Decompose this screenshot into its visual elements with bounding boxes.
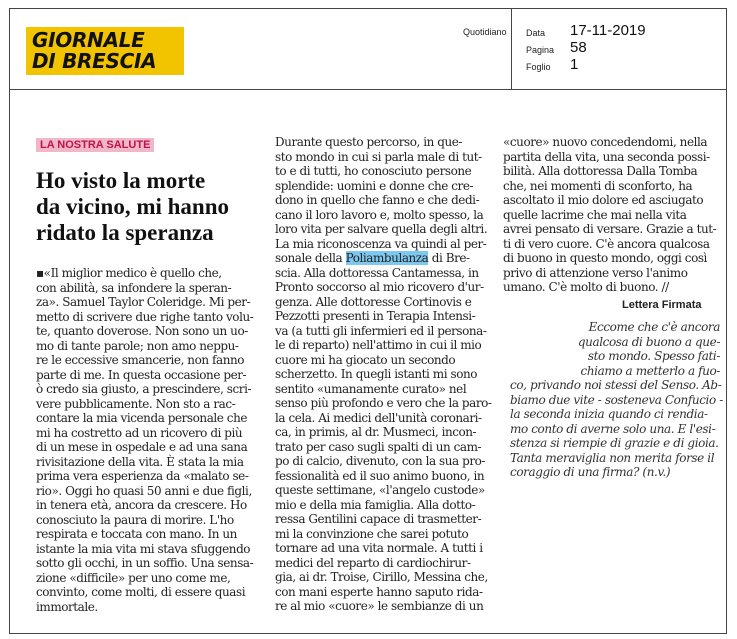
text-line: con mani esperte hanno saputo rida-: [275, 584, 483, 599]
text-line: senso più profondo e vero che la paro-: [275, 396, 492, 410]
text-line: Pezzotti presenti in Terapia Intensi-: [275, 309, 476, 323]
text-line: privo di attenzione verso l'animo: [503, 265, 688, 280]
text-line: splendide: uomini e donne che cre-: [275, 178, 474, 193]
text-line: metto di scrivere due righe tanto volu-: [36, 309, 254, 324]
text-line: cuore mi ha giocato un secondo: [275, 352, 456, 367]
text-line: rio». Oggi ho quasi 50 anni e due figli,: [36, 483, 252, 498]
text-line: istante la mia vita mi stava sfuggendo: [36, 541, 251, 556]
text-line: trato per caso sugli spalti di un cam-: [275, 439, 482, 454]
text-line: co, privando noi stessi del Senso. Ab-: [510, 378, 722, 392]
text-line: prima vera esperienza da «malato se-: [36, 469, 249, 483]
text-line: to e di tutti, ho conosciuto persone: [275, 164, 472, 178]
text-line: in tenera età, ancora da crescere. Ho: [36, 498, 247, 512]
text-line: Pronto soccorso al mio ricovero d'ur-: [275, 280, 484, 294]
text-line: ▪«Il miglior medico è quello che,: [36, 266, 222, 280]
signature: Lettera Firmata: [622, 299, 702, 311]
text-line: immortale.: [36, 599, 98, 614]
text-line: la cela. Ai medici dell'unità coronari-: [275, 410, 482, 425]
text-line: bilità. Alla dottoressa Dalla Tomba: [503, 164, 698, 178]
section-tag: LA NOSTRA SALUTE: [36, 138, 154, 152]
text-line: di buono in questo mondo, oggi così: [503, 251, 707, 265]
text-line: ca, in primis, al dr. Musmeci, incon-: [275, 425, 477, 439]
newspaper-logo: [26, 27, 184, 75]
text-line: mi la convinzione che sarei potuto: [275, 526, 469, 541]
text-line: di un mese in ospedale e ad una sana: [36, 440, 248, 454]
text-line: mio e della mia famiglia. Alla dotto-: [275, 497, 476, 512]
text-line: dono in quello che fanno e che dedi-: [275, 193, 480, 207]
title-line: Ho visto la morte: [36, 168, 206, 193]
text-line: la seconda inizia quando ci rendia-: [510, 407, 708, 421]
text-line: conosciuto la paura di morire. L'ho: [36, 512, 234, 527]
text-line: medici del reparto di cardiochirur-: [275, 555, 471, 570]
text-line: stenza si riempie di grazie e di gioia.: [510, 436, 719, 450]
text-line: queste settimane, «l'angelo custode»: [275, 483, 485, 497]
page-label: Pagina: [526, 45, 555, 55]
article-column-1: [36, 266, 254, 614]
text-line: biamo due vite - sosteneva Confucio -: [510, 392, 723, 407]
text-line: parte di me. In questa occasione per-: [36, 367, 247, 382]
text-line: mo conto di averne solo una. E l'esi-: [510, 421, 716, 436]
text-line: re le eccessive smancerie, non fanno: [36, 353, 245, 367]
text-line: convinto, come molti, di essere quasi: [36, 585, 246, 599]
article-column-3: [503, 135, 718, 295]
date-label: Data: [526, 28, 546, 38]
text-line: va (a tutti gli infermieri ed il persona-: [275, 323, 487, 338]
text-line: loro vita per salvare quella degli altri.: [275, 222, 488, 236]
text-line: «cuore» nuovo concedendomi, nella: [503, 135, 708, 149]
editor-note: [510, 320, 723, 480]
text-line: ti di vero cuore. C'è ancora qualcosa: [503, 236, 710, 251]
text-line: sotto gli occhi, in un soffio. Una sensa-: [36, 556, 254, 570]
date-value: 17-11-2019: [570, 22, 646, 39]
text-line: za». Samuel Taylor Coleridge. Mi per-: [36, 295, 251, 309]
text-line: vere pubblicamente. Non sto a rac-: [36, 396, 236, 411]
text-line: genza. Alle dottoresse Cortinovis e: [275, 294, 472, 309]
text-line: coraggio di una firma? (n.v.): [510, 465, 671, 479]
text-line: sto mondo in cui si parla male di tut-: [275, 149, 482, 164]
text-line: avrei pensato di versare. Grazie a tut-: [503, 222, 717, 236]
text-line: ressa Gentilini capace di trasmetter-: [275, 512, 482, 526]
text-line: Tanta meraviglia non merita forse il: [510, 450, 715, 465]
text-line: La mia riconoscenza va quindi al per-: [275, 236, 487, 251]
header-divider: [511, 9, 512, 89]
publication-type: Quotidiano: [463, 27, 507, 37]
text-line: umano. C'è molto di buono. //: [503, 280, 669, 294]
text-line: fessionalità ed il suo animo buono, in: [275, 468, 485, 483]
text-line: con abilità, sa infondere la speran-: [36, 280, 232, 295]
logo-line2: DI BRESCIA: [32, 49, 157, 73]
title-line: ridato la speranza: [36, 220, 214, 245]
page-value: 58: [570, 39, 587, 56]
text-line: che, nei momenti di sconforto, ha: [503, 178, 693, 193]
text-line: qualcosa di buono a que-: [577, 334, 720, 349]
highlighted-word: Poliambulanza: [345, 251, 429, 265]
sheet-label: Foglio: [526, 62, 551, 72]
text-line: cano il loro lavoro e, molto spesso, la: [275, 207, 484, 222]
text-line: sonale della Poliambulanza di Bre-: [275, 251, 470, 265]
text-line: scherzetto. In quegli istanti mi sono: [275, 367, 478, 381]
text-line: scia. Alla dottoressa Cantamessa, in: [275, 265, 479, 280]
text-line: ò credo sia giusto, a prescindere, scri-: [36, 382, 252, 396]
article-column-2: [275, 135, 500, 614]
text-line: partita della vita, una seconda possi-: [503, 149, 710, 164]
text-line: respirata e toccata con mano. In un: [36, 527, 237, 541]
text-line: mo di tante parole; non amo neppu-: [36, 338, 239, 353]
text-line: quelle lacrime che mai nella vita: [503, 207, 687, 222]
text-line: mi ha costretto ad un ricovero di più: [36, 425, 243, 440]
text-line: tornare ad una vita normale. A tutti i: [275, 541, 483, 555]
text-line: re al mio «cuore» le sembianze di un: [275, 599, 484, 613]
text-line: le di reparto) nell'attimo in cui il mio: [275, 338, 482, 352]
title-line: da vicino, mi hanno: [36, 194, 229, 219]
text-line: te, quanto doverose. Non sono un uo-: [36, 324, 248, 338]
text-line: Eccome che c'è ancora: [588, 320, 720, 334]
text-line: gia, ai dr. Troise, Cirillo, Messina che,: [275, 570, 488, 584]
text-line: po di calcio, divenuto, con la sua pro-: [275, 454, 486, 468]
logo-line1: GIORNALE: [32, 28, 145, 52]
text-line: sto mondo. Spesso fati-: [587, 349, 720, 363]
text-line: zione «difficile» per uno come me,: [36, 570, 231, 585]
text-line: sentito «umanamente curato» nel: [275, 381, 467, 396]
article-title: [36, 168, 246, 246]
text-line: chiamo a metterlo a fuo-: [580, 363, 720, 378]
text-line: rivisitazione della vita. È stata la mia: [36, 454, 244, 469]
sheet-value: 1: [570, 56, 579, 73]
text-line: contare la mia vicenda personale che: [36, 411, 248, 425]
text-line: ascoltato il mio dolore ed asciugato: [503, 193, 704, 207]
text-line: Durante questo percorso, in que-: [275, 135, 462, 149]
